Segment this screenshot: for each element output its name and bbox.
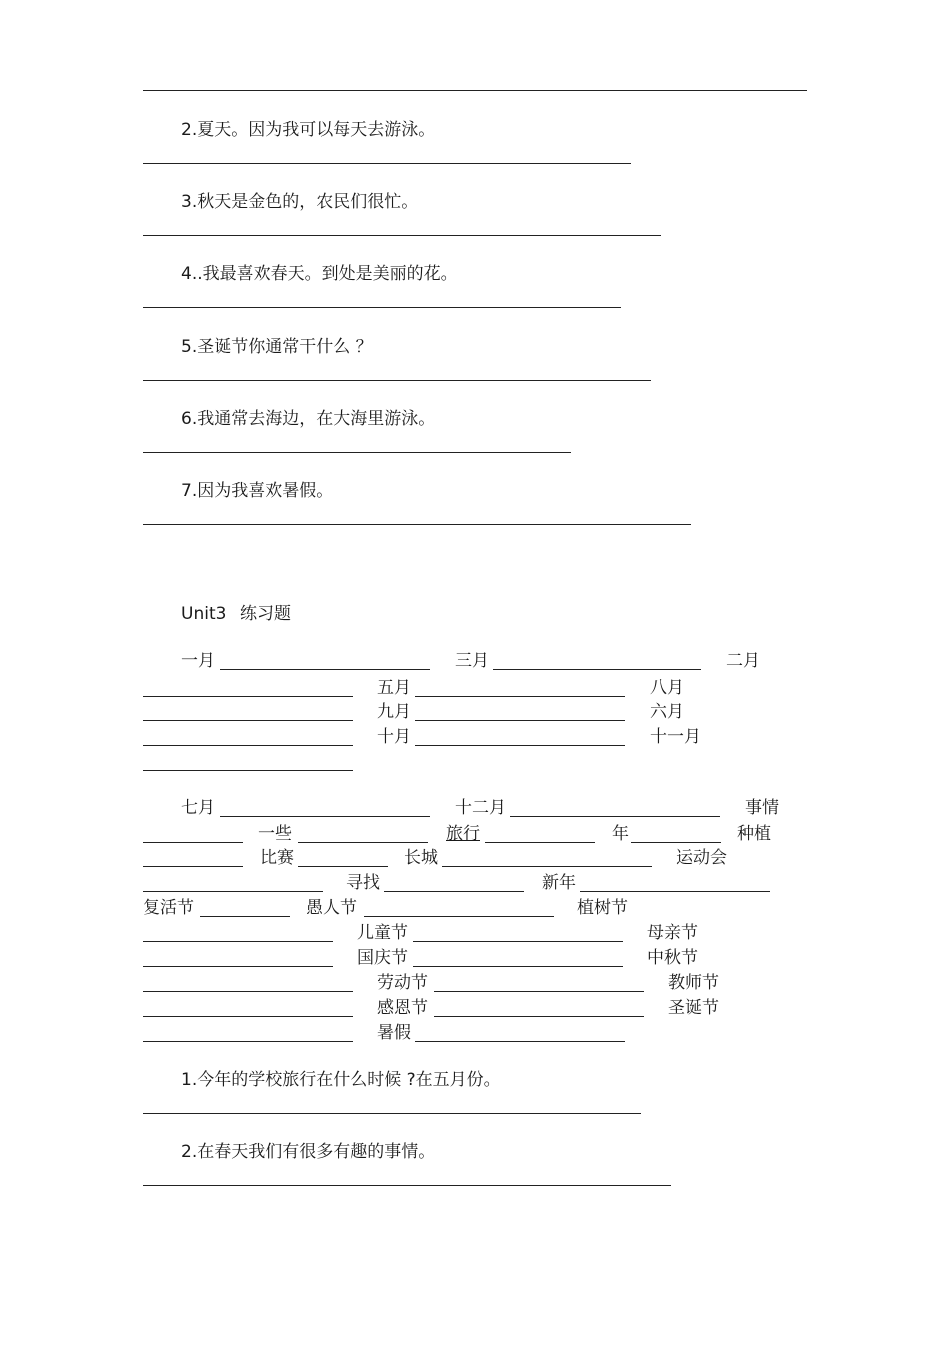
vocab-word: 九月 — [377, 702, 411, 722]
vocab-blank[interactable] — [415, 720, 625, 721]
vocab-blank[interactable] — [143, 941, 333, 942]
vocab-word: 十二月 — [455, 798, 506, 818]
vocab-blank[interactable] — [298, 842, 428, 843]
question-7: 7.因为我喜欢暑假。 — [181, 481, 334, 501]
vocab-word: 圣诞节 — [668, 998, 719, 1018]
vocab-word: 长城 — [404, 848, 438, 868]
vocab-word: 劳动节 — [377, 973, 428, 993]
question-3: 3.秋天是金色的，农民们很忙。 — [181, 192, 419, 212]
top-answer-line[interactable] — [143, 90, 807, 91]
vocab-word: 国庆节 — [357, 948, 408, 968]
vocab-word: 复活节 — [143, 898, 194, 918]
vocab-blank[interactable] — [434, 1016, 644, 1017]
vocab-blank[interactable] — [143, 1041, 353, 1042]
vocab-blank[interactable] — [143, 745, 353, 746]
vocab-blank[interactable] — [143, 696, 353, 697]
vocab-word: 感恩节 — [377, 998, 428, 1018]
vocab-word: 二月 — [726, 651, 760, 671]
vocab-blank[interactable] — [442, 866, 652, 867]
vocab-word: 五月 — [377, 678, 411, 698]
vocab-word: 暑假 — [377, 1023, 411, 1043]
vocab-word: 母亲节 — [647, 923, 698, 943]
unit3-question-2: 2.在春天我们有很多有趣的事情。 — [181, 1142, 436, 1162]
vocab-blank[interactable] — [631, 842, 721, 843]
answer-line-5[interactable] — [143, 380, 651, 381]
vocab-word: 植树节 — [577, 898, 628, 918]
unit3-answer-line-2[interactable] — [143, 1185, 671, 1186]
question-2: 2.夏天。因为我可以每天去游泳。 — [181, 120, 436, 140]
vocab-word: 儿童节 — [357, 923, 408, 943]
vocab-blank[interactable] — [143, 1016, 353, 1017]
vocab-word: 种植 — [737, 824, 771, 844]
vocab-blank[interactable] — [384, 891, 524, 892]
vocab-blank[interactable] — [434, 991, 644, 992]
vocab-word: 事情 — [745, 798, 779, 818]
answer-line-4[interactable] — [143, 307, 621, 308]
answer-line-2[interactable] — [143, 163, 631, 164]
vocab-word: 三月 — [455, 651, 489, 671]
vocab-blank[interactable] — [220, 816, 430, 817]
vocab-word: 新年 — [542, 873, 576, 893]
vocab-blank[interactable] — [415, 696, 625, 697]
vocab-word: 十月 — [377, 727, 411, 747]
vocab-blank[interactable] — [143, 966, 333, 967]
answer-line-6[interactable] — [143, 452, 571, 453]
vocab-word: 比赛 — [260, 848, 294, 868]
vocab-blank[interactable] — [143, 891, 323, 892]
vocab-blank[interactable] — [143, 720, 353, 721]
vocab-blank[interactable] — [493, 669, 701, 670]
vocab-blank[interactable] — [510, 816, 720, 817]
unit3-question-1: 1.今年的学校旅行在什么时候 ?在五月份。 — [181, 1070, 501, 1090]
answer-line-7[interactable] — [143, 524, 691, 525]
vocab-blank[interactable] — [143, 866, 243, 867]
vocab-word: 七月 — [181, 798, 215, 818]
vocab-word: 教师节 — [668, 973, 719, 993]
vocab-blank[interactable] — [413, 966, 623, 967]
vocab-blank[interactable] — [143, 842, 243, 843]
vocab-blank[interactable] — [364, 916, 554, 917]
vocab-word: 六月 — [650, 702, 684, 722]
unit3-answer-line-1[interactable] — [143, 1113, 641, 1114]
vocab-blank[interactable] — [415, 1041, 625, 1042]
vocab-word: 八月 — [650, 678, 684, 698]
question-5: 5.圣诞节你通常干什么 ？ — [181, 337, 373, 357]
vocab-blank[interactable] — [413, 941, 623, 942]
question-6: 6.我通常去海边，在大海里游泳。 — [181, 409, 436, 429]
vocab-word: 愚人节 — [306, 898, 357, 918]
vocab-blank[interactable] — [200, 916, 290, 917]
vocab-word: 旅行 — [446, 824, 480, 844]
vocab-blank[interactable] — [415, 745, 625, 746]
vocab-word: 年 — [612, 824, 629, 844]
vocab-word: 中秋节 — [647, 948, 698, 968]
vocab-blank[interactable] — [580, 891, 770, 892]
unit-subtitle: 练习题 — [240, 604, 291, 624]
vocab-word: 寻找 — [346, 873, 380, 893]
vocab-blank[interactable] — [143, 991, 353, 992]
vocab-word: 一些 — [258, 824, 292, 844]
vocab-word: 十一月 — [650, 727, 701, 747]
unit-title: Unit3 — [181, 604, 227, 624]
vocab-word: 运动会 — [676, 848, 727, 868]
vocab-word: 一月 — [181, 651, 215, 671]
vocab-blank[interactable] — [220, 669, 430, 670]
question-4: 4..我最喜欢春天。到处是美丽的花。 — [181, 264, 458, 284]
answer-line-3[interactable] — [143, 235, 661, 236]
vocab-blank[interactable] — [298, 866, 388, 867]
vocab-blank[interactable] — [143, 770, 353, 771]
vocab-blank[interactable] — [485, 842, 595, 843]
